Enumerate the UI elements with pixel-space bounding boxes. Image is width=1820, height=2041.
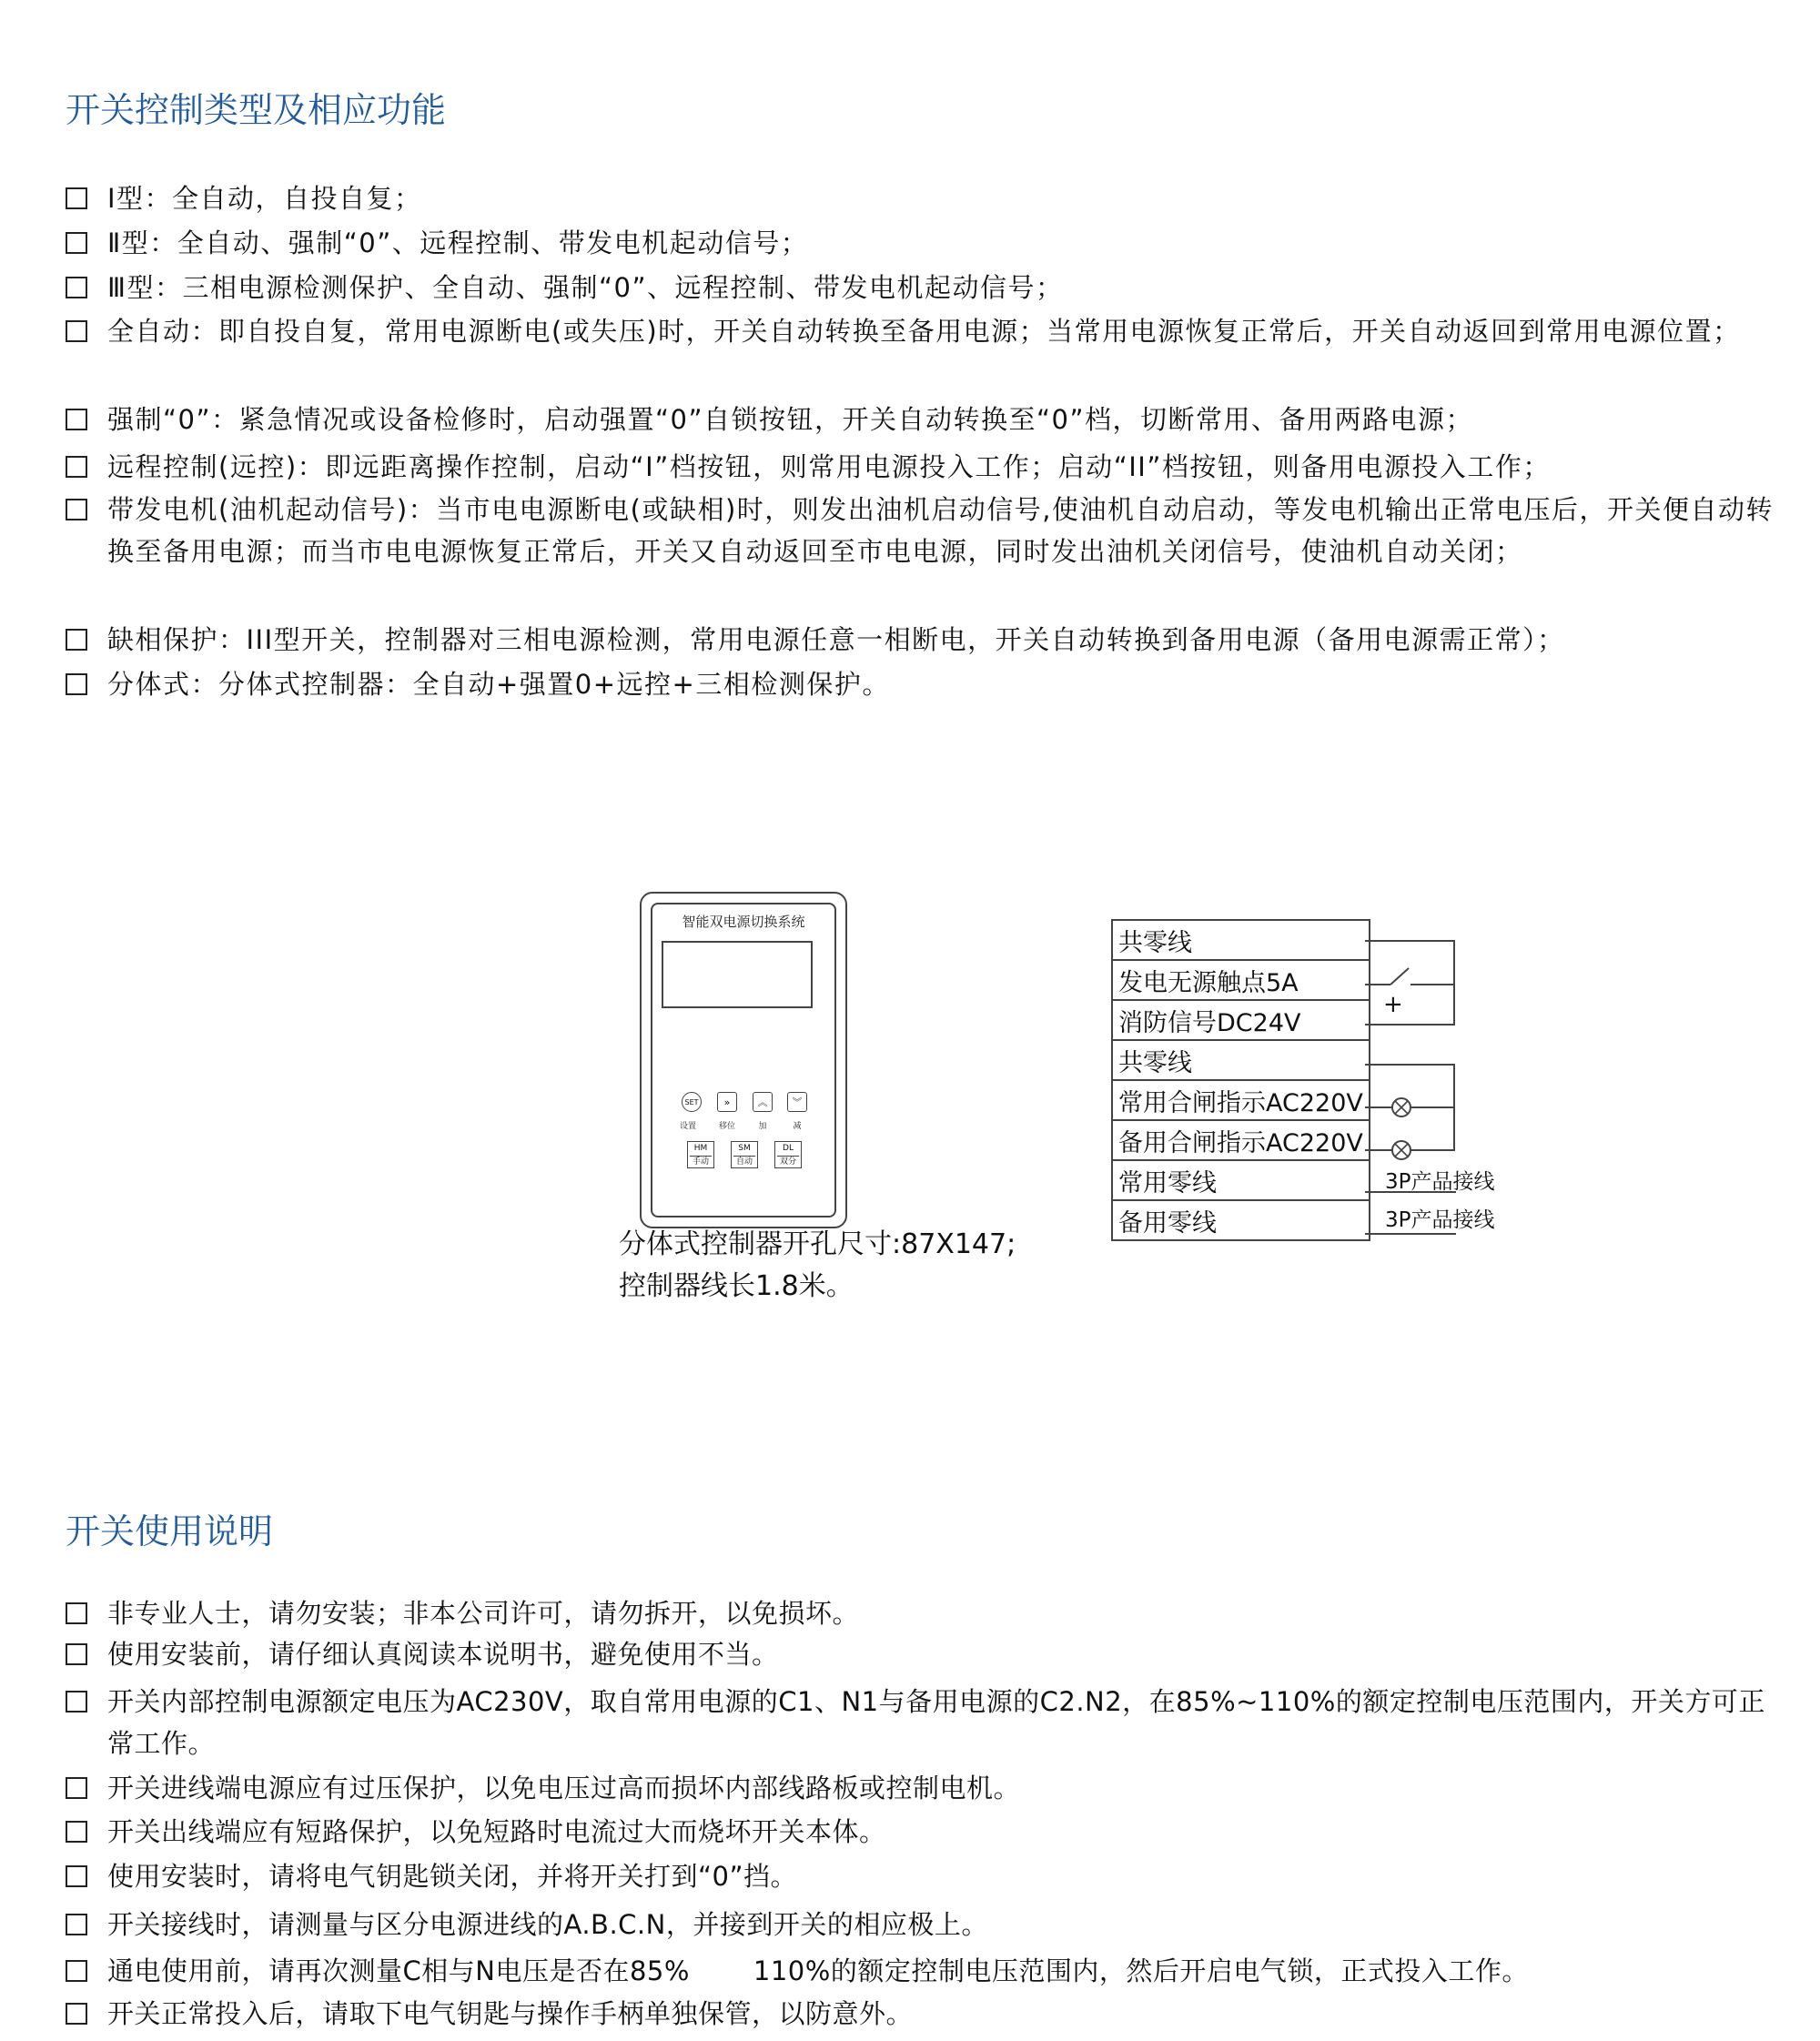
- terminal-row: 常用合闸指示AC220V: [1112, 1080, 1370, 1120]
- checkbox-icon: [66, 1691, 87, 1713]
- section-title-usage-notes: 开关使用说明: [66, 1511, 274, 1551]
- manual-mode-code: HM: [693, 1144, 708, 1153]
- auto-mode-code: SM: [738, 1144, 751, 1153]
- list-item: [66, 663, 1776, 705]
- list-item-text: 使用安装时，请将电气钥匙锁关闭，并将开关打到“0”挡。: [107, 1861, 797, 1892]
- list-item: [66, 1681, 1776, 1764]
- list-item: [66, 177, 1776, 219]
- controller-caption-line2: 控制器线长1.8米。: [619, 1270, 854, 1302]
- list-item-text: 强制“0”：紧急情况或设备检修时，启动强置“0”自锁按钮，开关自动转换至“0”档，切断常用、备用两路电源；: [107, 404, 1473, 435]
- list-item-text: 带发电机(油机起动信号)：当市电电源断电(或缺相)时，则发出油机启动信号,使油机自动启动，等发电机输出正常电压后，开关便自动转换至备用电源；而当市电电源恢复正常后，开关又自动返回至市电电源，同时发出油机关闭信号，使油机自动关闭；: [107, 494, 1774, 567]
- double-off-code: DL: [783, 1144, 794, 1153]
- list-item-text: 开关正常投入后，请取下电气钥匙与操作手柄单独保管，以防意外。: [107, 1998, 914, 2029]
- terminal-table: [1111, 919, 1370, 1241]
- checkbox-icon: [66, 456, 87, 478]
- list-item-text: 全自动：即自投自复，常用电源断电(或失压)时，开关自动转换至备用电源；当常用电源恢复正常后，开关自动返回到常用电源位置；: [107, 316, 1741, 347]
- plus-button: ︽: [753, 1092, 773, 1112]
- double-off-label: 双分: [777, 1156, 799, 1168]
- checkbox-icon: [66, 1960, 87, 1982]
- list-item: [66, 1592, 1776, 1634]
- list-item-text: 开关接线时，请测量与区分电源进线的A.B.C.N，并接到开关的相应极上。: [107, 1909, 988, 1940]
- list-item: [66, 1950, 1776, 1992]
- minus-button-label: 减: [793, 1122, 802, 1131]
- list-item: [66, 399, 1776, 440]
- checkbox-icon: [66, 1643, 87, 1665]
- manual-mode-button: [687, 1141, 714, 1168]
- list-item-text: 非专业人士，请勿安装；非本公司许可，请勿拆开，以免损坏。: [107, 1598, 860, 1629]
- terminal-row: 消防信号DC24V: [1112, 1000, 1370, 1040]
- list-item-text: 缺相保护：III型开关，控制器对三相电源检测，常用电源任意一相断电，开关自动转换到备用电源（备用电源需正常）；: [107, 624, 1565, 655]
- list-item-text: 远程控制(远控)：即远距离操作控制，启动“I”档按钮，则常用电源投入工作；启动“II”档按钮，则备用电源投入工作；: [107, 451, 1551, 482]
- controller-caption-line1: 分体式控制器开孔尺寸:87X147;: [619, 1228, 1016, 1260]
- terminal-row: 共零线: [1112, 920, 1370, 960]
- controller-panel: [640, 892, 847, 1228]
- 3p-wiring-label: 3P产品接线: [1385, 1208, 1495, 1232]
- shift-button-label: 移位: [718, 1122, 735, 1131]
- checkbox-icon: [66, 1777, 87, 1799]
- list-item: [66, 1811, 1776, 1853]
- list-item-text: 使用安装前，请仔细认真阅读本说明书，避免使用不当。: [107, 1639, 779, 1670]
- plus-button-label: 加: [758, 1122, 767, 1131]
- list-item: [66, 1993, 1776, 2035]
- checkbox-icon: [66, 277, 87, 298]
- list-item-text: Ⅰ型：全自动，自投自复；: [107, 183, 422, 214]
- section-title-control-types: 开关控制类型及相应功能: [66, 90, 447, 130]
- list-item-text: 开关进线端电源应有过压保护，以免电压过高而损坏内部线路板或控制电机。: [107, 1773, 1021, 1804]
- minus-button: ︾: [787, 1092, 807, 1112]
- list-item-text: Ⅲ型：三相电源检测保护、全自动、强制“0”、远程控制、带发电机起动信号；: [107, 272, 1064, 303]
- terminal-row: 常用零线: [1112, 1160, 1370, 1200]
- controller-caption: [619, 1224, 1016, 1308]
- set-button-label: 设置: [679, 1122, 696, 1131]
- terminal-row: 发电无源触点5A: [1112, 960, 1370, 1000]
- list-item-text: Ⅱ型：全自动、强制“0”、远程控制、带发电机起动信号；: [107, 227, 809, 258]
- terminal-row: 共零线: [1112, 1040, 1370, 1080]
- list-item-text-part1: 通电使用前，请再次测量C相与N电压是否在85%: [107, 1955, 690, 1986]
- controller-display: [662, 941, 813, 1008]
- checkbox-icon: [66, 673, 87, 695]
- list-item: [66, 1904, 1776, 1945]
- 3p-wiring-label: 3P产品接线: [1385, 1170, 1495, 1194]
- list-item-text: [107, 1950, 1776, 1992]
- list-item: [66, 489, 1776, 572]
- checkbox-icon: [66, 187, 87, 209]
- list-item: [66, 1633, 1776, 1675]
- list-item: [66, 446, 1776, 488]
- list-item: [66, 310, 1776, 352]
- checkbox-icon: [66, 2003, 87, 2025]
- set-button: SET: [682, 1092, 702, 1112]
- list-item: [66, 267, 1776, 308]
- terminal-row: 备用零线: [1112, 1200, 1370, 1240]
- list-item: [66, 222, 1776, 264]
- terminal-row: 备用合闸指示AC220V: [1112, 1120, 1370, 1160]
- list-item-text-part2: 110%的额定控制电压范围内，然后开启电气锁，正式投入工作。: [753, 1955, 1529, 1986]
- checkbox-icon: [66, 320, 87, 342]
- double-off-button: [774, 1141, 802, 1168]
- plus-symbol: +: [1383, 991, 1403, 1018]
- controller-title: 智能双电源切换系统: [682, 914, 805, 930]
- shift-button: »: [717, 1092, 737, 1112]
- checkbox-icon: [66, 1821, 87, 1843]
- manual-mode-label: 手动: [690, 1156, 712, 1168]
- list-item-text: 开关出线端应有短路保护，以免短路时电流过大而烧坏开关本体。: [107, 1816, 886, 1847]
- auto-mode-label: 自动: [733, 1156, 755, 1168]
- list-item-text: 分体式：分体式控制器：全自动+强置0+远控+三相检测保护。: [107, 669, 890, 700]
- checkbox-icon: [66, 1865, 87, 1887]
- checkbox-icon: [66, 1914, 87, 1935]
- contact-switch: [1390, 968, 1409, 985]
- checkbox-icon: [66, 409, 87, 430]
- checkbox-icon: [66, 232, 87, 254]
- checkbox-icon: [66, 1602, 87, 1624]
- list-item: [66, 1855, 1776, 1897]
- wire-top-group: [1365, 941, 1454, 1025]
- list-item: [66, 1767, 1776, 1809]
- auto-mode-button: [731, 1141, 758, 1168]
- checkbox-icon: [66, 629, 87, 651]
- checkbox-icon: [66, 499, 87, 520]
- list-item: [66, 619, 1776, 661]
- list-item-text: 开关内部控制电源额定电压为AC230V，取自常用电源的C1、N1与备用电源的C2.N2，在85%~110%的额定控制电压范围内，开关方可正常工作。: [107, 1686, 1765, 1759]
